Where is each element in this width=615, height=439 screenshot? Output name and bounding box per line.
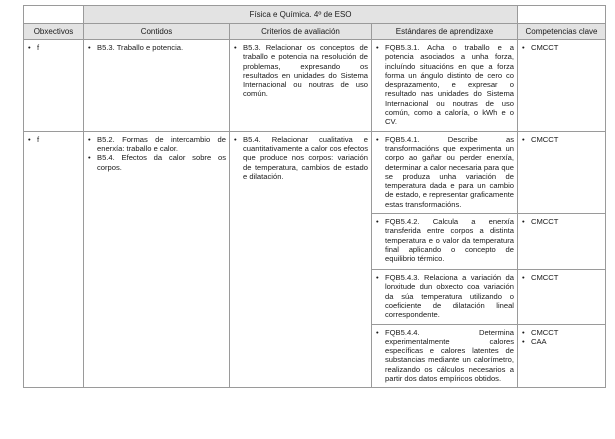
column-header-estandares: Estándares de aprendizaxe	[372, 24, 518, 40]
curriculum-table	[23, 5, 606, 388]
estandar-cell	[372, 40, 518, 132]
column-header-competencias: Competencias clave	[518, 24, 606, 40]
competencia-item: • CAA	[522, 337, 602, 346]
contidos-cell	[84, 131, 230, 388]
competencia-item: • CMCCT	[522, 328, 602, 337]
estandar-item: • FQB5.4.4. Determina experimentalmente calores específicas e calores latentes de substancias mediante un calorímetro, realizando os cálculos necesarios a partir dos datos empíricos obtidos.	[376, 328, 514, 384]
criterios-cell	[230, 40, 372, 132]
contido-item: • B5.2. Formas de intercambio de enerxía: traballo e calor.	[88, 135, 226, 154]
obxectivo-item: • f	[28, 135, 80, 144]
column-header-contidos: Contidos	[84, 24, 230, 40]
competencia-item: • CMCCT	[522, 273, 602, 282]
competencia-item: • CMCCT	[522, 135, 602, 144]
contido-item: • B5.4. Efectos da calor sobre os corpos.	[88, 153, 226, 172]
estandar-item: • FQB5.4.3. Relaciona a variación da lonxitude dun obxecto coa variación da súa temperatura utilizando o coeficiente de dilatación lineal correspondente.	[376, 273, 514, 319]
header-blank-cell	[518, 6, 606, 24]
criterio-item: • B5.3. Relacionar os conceptos de traballo e potencia na resolución de problemas, expresando os resultados en unidades do Sistema Internacional ou noutras de uso común.	[234, 43, 368, 99]
criterios-cell	[230, 131, 372, 388]
competencia-item: • CMCCT	[522, 43, 602, 52]
estandar-item: • FQB5.3.1. Acha o traballo e a potencia asociados a unha forza, incluíndo situacións en que a forza forma un ángulo distinto de cero co desprazamento, e expresar o resultado nas unidades do Sistema Internacional ou noutras de uso común, como a caloría, o kWh e o CV.	[376, 43, 514, 127]
table-row	[24, 40, 606, 132]
contidos-cell	[84, 40, 230, 132]
column-header-criterios: Criterios de avaliación	[230, 24, 372, 40]
estandar-cell	[372, 131, 518, 213]
estandar-cell	[372, 270, 518, 324]
criterio-item: • B5.4. Relacionar cualitativa e cuantitativamente a calor cos efectos que produce nos corpos: variación de temperatura, cambios de estado e dilatación.	[234, 135, 368, 181]
competencias-cell	[518, 40, 606, 132]
estandar-item: • FQB5.4.1. Describe as transformacións que experimenta un corpo ao gañar ou perder enerxía, determinar a calor necesaria para que se produza unha variación de temperatura dada e para un cambio de estado, e representar graficamente estas transformacións.	[376, 135, 514, 209]
competencias-cell	[518, 324, 606, 388]
contido-item: • B5.3. Traballo e potencia.	[88, 43, 226, 52]
estandar-cell	[372, 324, 518, 388]
competencias-cell	[518, 131, 606, 213]
column-header-obxectivos: Obxectivos	[24, 24, 84, 40]
estandar-item: • FQB5.4.2. Calcula a enerxía transferida entre corpos a distinta temperatura e o valor da temperatura final aplicando o concepto de equilibrio térmico.	[376, 217, 514, 263]
competencias-cell	[518, 214, 606, 270]
obxectivo-item: • f	[28, 43, 80, 52]
obxectivos-cell	[24, 131, 84, 388]
obxectivos-cell	[24, 40, 84, 132]
estandar-cell	[372, 214, 518, 270]
table-title: Física e Química. 4º de ESO	[84, 6, 518, 24]
competencias-cell	[518, 270, 606, 324]
table-row	[24, 131, 606, 213]
header-blank-cell	[24, 6, 84, 24]
competencia-item: • CMCCT	[522, 217, 602, 226]
